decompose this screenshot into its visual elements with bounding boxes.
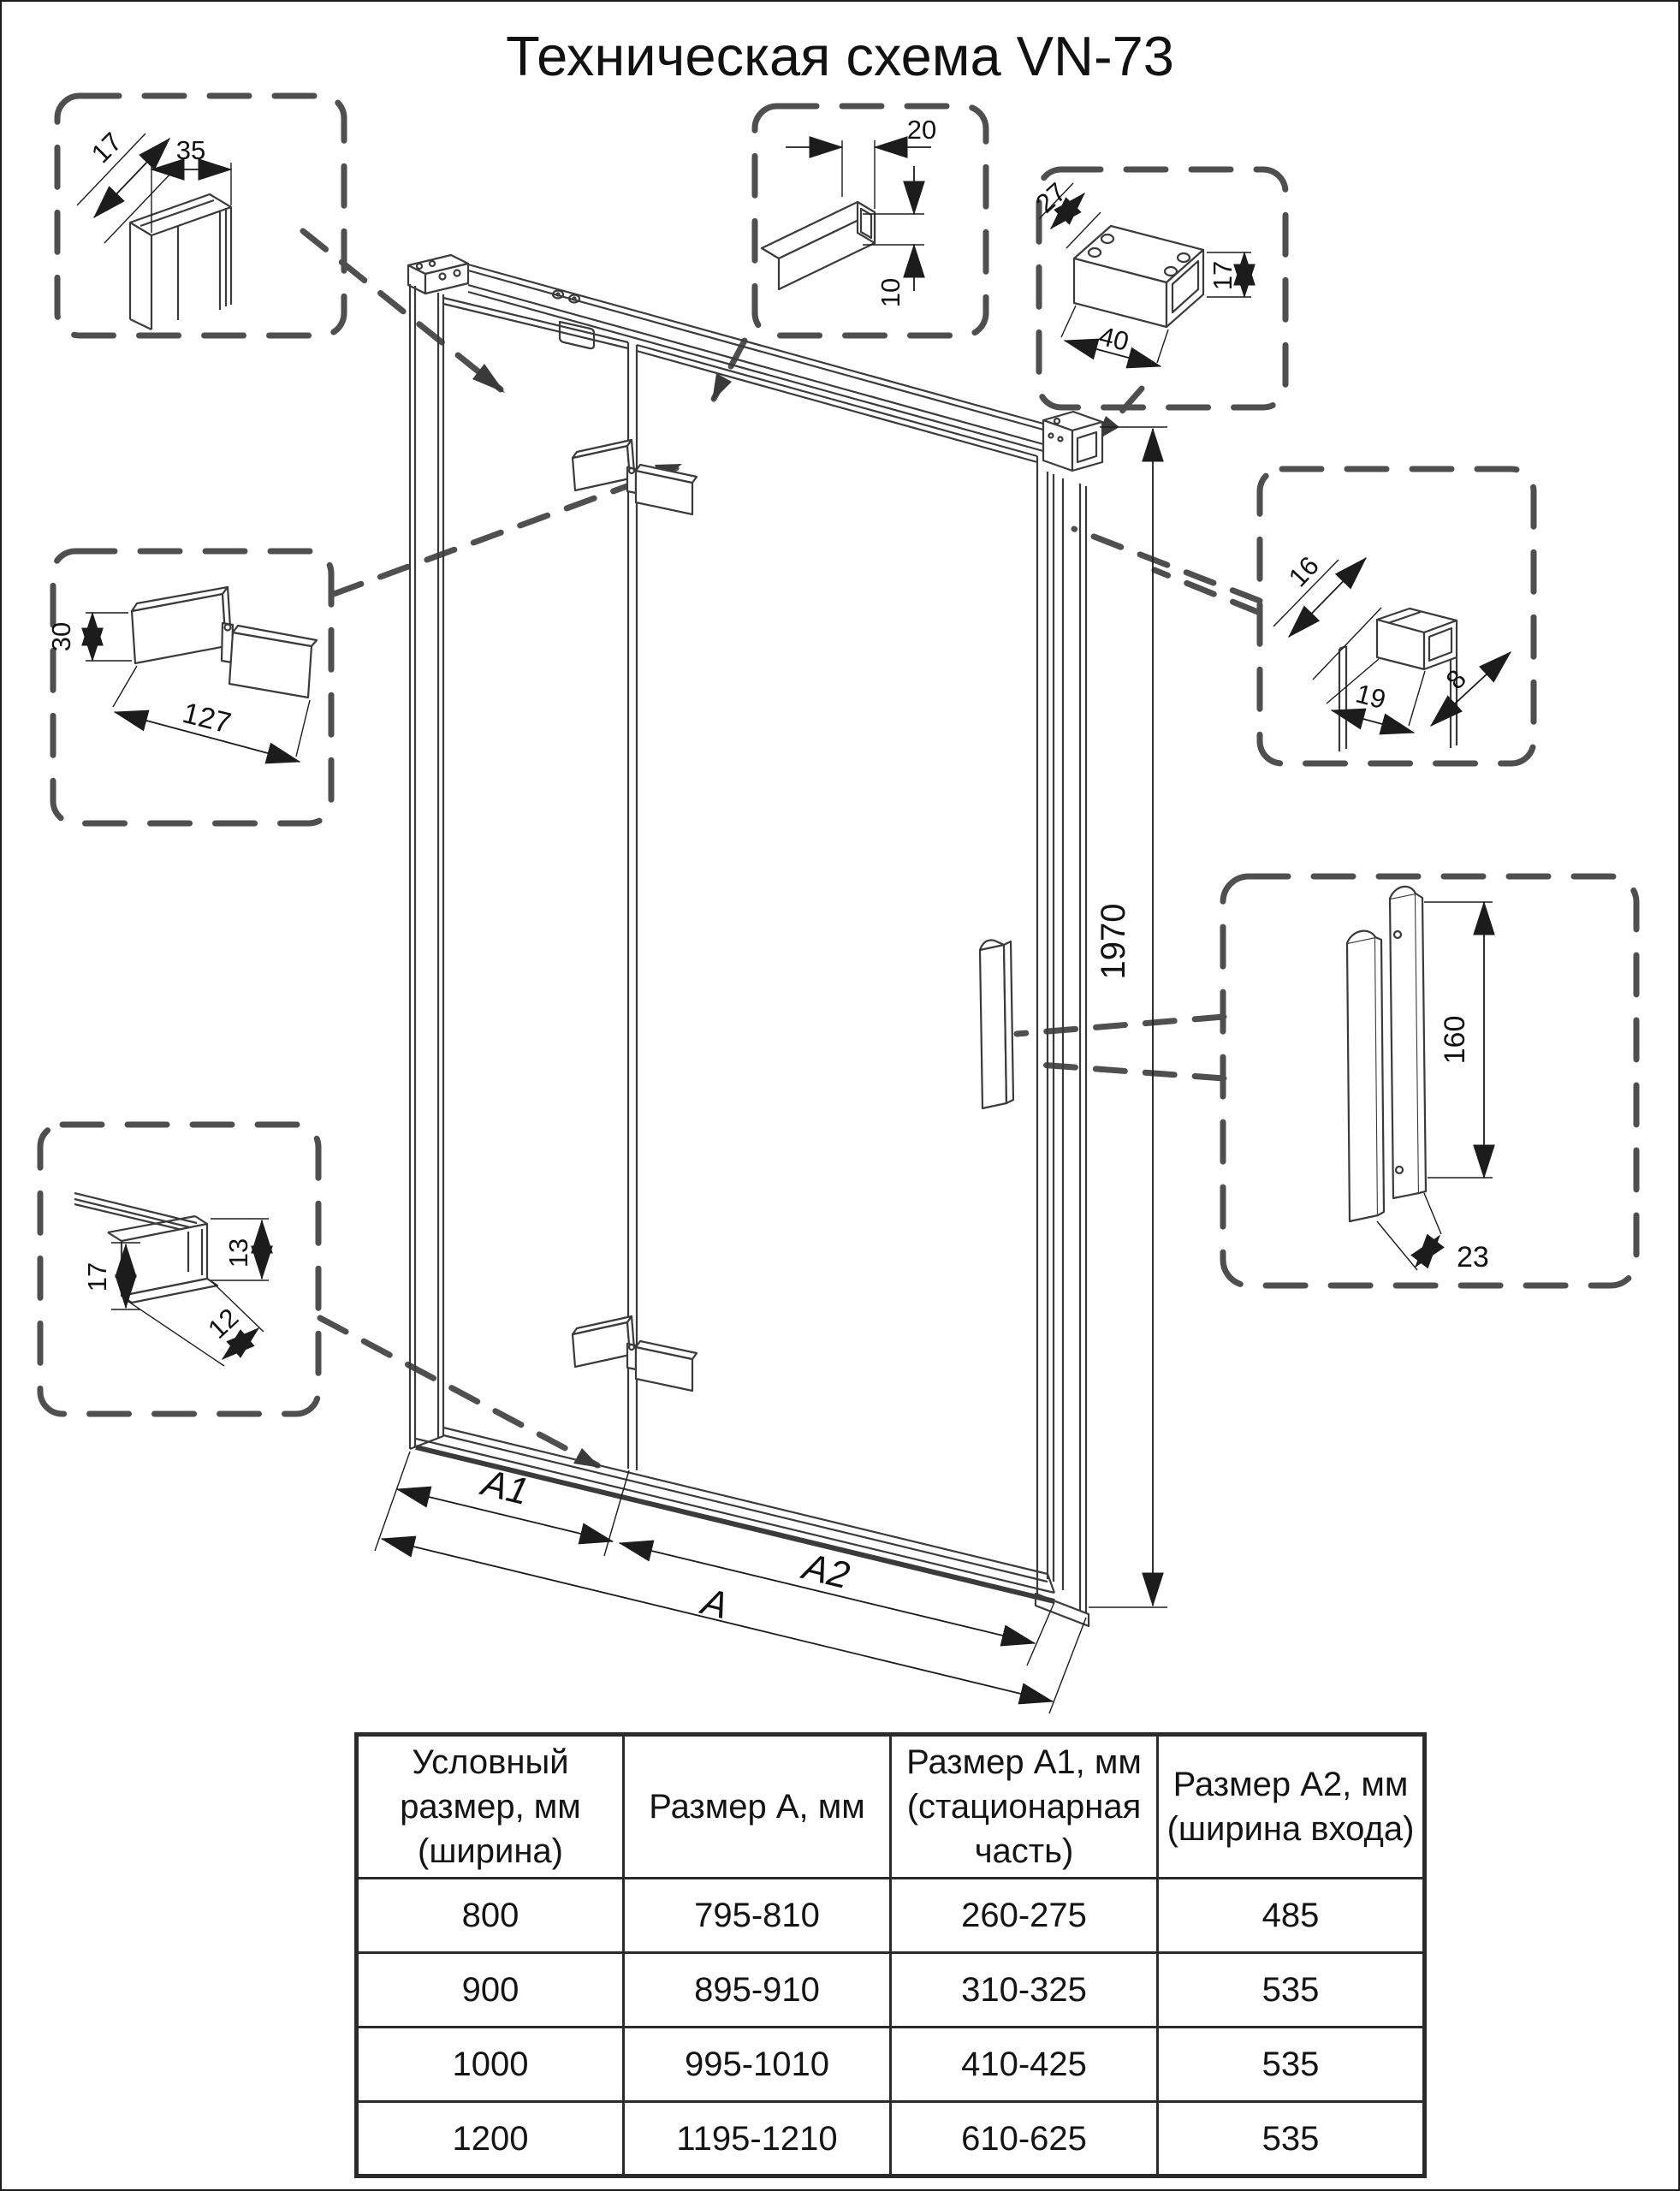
cell-nominal: 800 <box>357 1879 624 1953</box>
dim-label-30: 30 <box>46 621 76 652</box>
detail-hinge <box>132 587 317 698</box>
size-table <box>354 1732 1427 2178</box>
dim-label-20: 20 <box>906 115 937 145</box>
lower-hinge <box>573 1316 697 1391</box>
dim-label-17-wall: 17 <box>86 127 128 169</box>
door-panel <box>637 345 1037 1599</box>
cell-size-a: 995-1010 <box>624 2028 891 2102</box>
page-title: Техническая схема VN-73 <box>506 25 1174 87</box>
dim-label-19: 19 <box>1352 678 1389 715</box>
table-row <box>357 1879 1425 1953</box>
cell-size-a2: 535 <box>1158 2102 1425 2176</box>
dim-label-127: 127 <box>179 697 234 740</box>
dim-label-17-floor: 17 <box>82 1262 112 1292</box>
detail-connector <box>1074 226 1203 327</box>
bar-connector-block <box>1043 412 1102 471</box>
dim-label-16: 16 <box>1282 550 1325 593</box>
table-row <box>357 2102 1425 2176</box>
cell-size-a2: 535 <box>1158 2028 1425 2102</box>
door-handle <box>980 940 1013 1108</box>
detail-boxes <box>40 96 1636 1414</box>
upper-hinge <box>573 440 697 514</box>
dim-label-40: 40 <box>1095 320 1132 357</box>
cell-size-a1: 310-325 <box>891 1953 1158 2028</box>
cell-nominal: 1200 <box>357 2102 624 2176</box>
detail-side-profile <box>1339 609 1457 751</box>
top-wall-bracket <box>408 255 468 294</box>
dim-label-23: 23 <box>1457 1241 1489 1274</box>
dim-label-17-connector: 17 <box>1208 260 1238 291</box>
table-header-row <box>357 1735 1425 1879</box>
right-frame-profile <box>1036 472 1089 1626</box>
cell-size-a1: 260-275 <box>891 1879 1158 1953</box>
dim-label-13: 13 <box>223 1238 253 1268</box>
cell-size-a2: 535 <box>1158 1953 1425 2028</box>
detail-wall-profile <box>130 194 231 330</box>
dim-label-a2: A2 <box>798 1545 854 1598</box>
table-row <box>357 2028 1425 2102</box>
cell-size-a1: 410-425 <box>891 2028 1158 2102</box>
dim-label-1970: 1970 <box>1095 903 1132 980</box>
header-size-a2: Размер А2, мм (ширина входа) <box>1158 1735 1425 1879</box>
bottom-rail <box>416 1428 1054 1601</box>
left-wall-profile <box>410 284 443 1449</box>
dim-label-27: 27 <box>1030 176 1072 219</box>
cell-nominal: 900 <box>357 1953 624 2028</box>
leader-arrowheads <box>472 364 1119 1468</box>
cell-nominal: 1000 <box>357 2028 624 2102</box>
cell-size-a: 895-910 <box>624 1953 891 2028</box>
leader-lines <box>303 231 1260 1465</box>
header-size-a1: Размер А1, мм (стационарная часть) <box>891 1735 1158 1879</box>
dim-label-8: 8 <box>1440 663 1473 696</box>
header-size-a: Размер А, мм <box>624 1735 891 1879</box>
header-nominal-size: Условный размер, мм (ширина) <box>357 1735 624 1879</box>
cell-size-a1: 610-625 <box>891 2102 1158 2176</box>
dim-label-12: 12 <box>202 1302 245 1345</box>
detail-bar-profile <box>762 202 875 289</box>
dim-label-160: 160 <box>1439 1015 1471 1065</box>
cell-size-a2: 485 <box>1158 1879 1425 1953</box>
pivot-edge <box>628 342 637 1470</box>
cell-size-a: 795-810 <box>624 1879 891 1953</box>
table-row <box>357 1953 1425 2028</box>
detail-box-handle <box>1223 876 1636 1286</box>
cell-size-a: 1195-1210 <box>624 2102 891 2176</box>
dim-label-a: A <box>698 1580 733 1628</box>
dim-label-a1: A1 <box>478 1461 533 1514</box>
detail-handle <box>1347 887 1426 1221</box>
dim-label-35: 35 <box>175 135 206 165</box>
dim-label-10: 10 <box>876 277 905 308</box>
